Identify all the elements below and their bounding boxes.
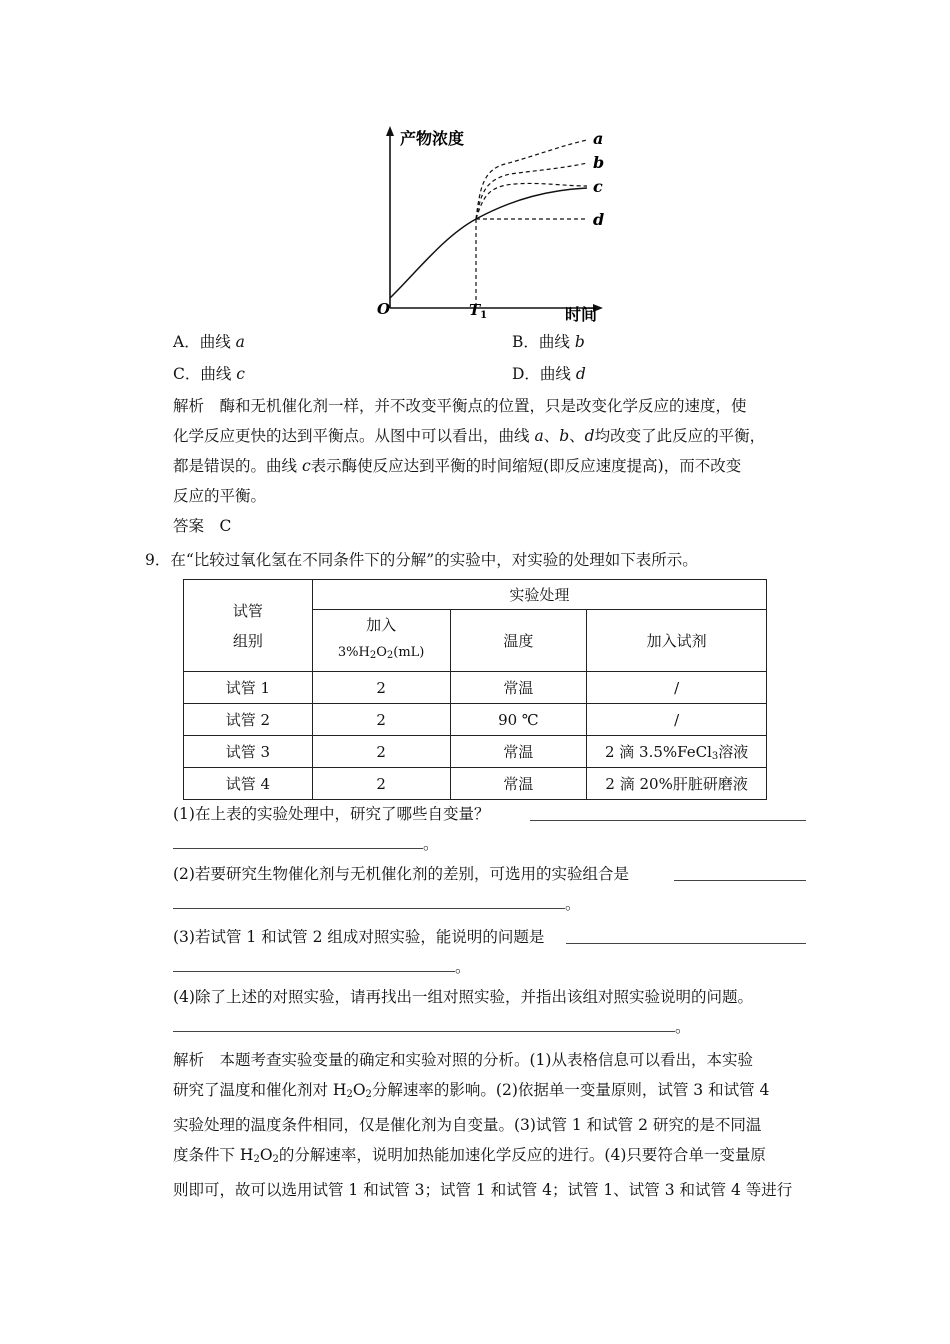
option-a: A．曲线 a <box>173 333 245 351</box>
curve-a-label: a <box>593 129 604 148</box>
answer-blank-4[interactable] <box>173 1015 675 1032</box>
subquestion-2: (2)若要研究生物催化剂与无机催化剂的差别，可选用的实验组合是 <box>173 865 629 883</box>
concentration-time-graph <box>365 118 620 330</box>
table-row: 试管 3 2 常温 2 滴 3.5%FeCl$_3$溶液 <box>184 736 767 768</box>
temperature-header: 温度 <box>450 610 587 672</box>
subquestion-3-line2: 。 <box>173 955 471 977</box>
subquestion-2-line2: 。 <box>173 892 581 914</box>
answer-blank-2b[interactable] <box>173 892 565 909</box>
option-c: C．曲线 c <box>173 365 245 383</box>
x-axis-label: 时间 <box>565 307 598 324</box>
option-b: B．曲线 b <box>512 333 585 351</box>
question-9-stem: 9．在“比较过氧化氢在不同条件下的分解”的实验中，对实验的处理如下表所示。 <box>145 551 698 569</box>
subquestion-1-line2: 。 <box>173 832 439 854</box>
treatment-header: 实验处理 <box>312 580 766 610</box>
table-row: 试管 4 2 常温 2 滴 20%肝脏研磨液 <box>184 768 767 800</box>
curve-b-label: b <box>593 153 605 172</box>
y-axis-arrow <box>386 126 394 136</box>
curve-a <box>476 140 587 219</box>
y-axis-label: 产物浓度 <box>400 131 465 148</box>
answer-8: 答案 C <box>173 517 232 535</box>
analysis-9: 解析 本题考查实验变量的确定和实验对照的分析。(1)从表格信息可以看出，本实验 研究了温度和催化剂对 $H_2O_2$分解速率的影响。(2)依据单一变量原则，试管 3 和试管 4 实验处理的温度条件相同，仅是催化剂为自变量。(3)试管 1 和试管 2 研究的是不同温 度条件下 $H_2O_2$的分解速率，说明加热能加速化学反应的进行。(4)只要符合单一变量原 则即可，故可以选用试管 1 和试管 3；试管 1 和试管 4；试管 1、试管 3 和试管 4 等进行 <box>173 1051 793 1199</box>
subquestion-4: (4)除了上述的对照实验，请再找出一组对照实验，并指出该组对照实验说明的问题。 <box>173 988 753 1006</box>
option-d: D．曲线 d <box>512 365 586 383</box>
answer-blank-1b[interactable] <box>173 832 423 849</box>
t1-label: $T_1$ <box>469 301 488 321</box>
curve-solid <box>390 188 587 298</box>
table-row: 试管 2 2 90 ℃ / <box>184 704 767 736</box>
group-header: 试管 组别 <box>184 580 313 672</box>
subquestion-3: (3)若试管 1 和试管 2 组成对照实验，能说明的问题是 <box>173 928 545 946</box>
answer-blank-3a[interactable] <box>566 927 806 944</box>
experiment-table <box>183 579 767 800</box>
answer-blank-1a[interactable] <box>530 804 806 821</box>
subquestion-4-line2: 。 <box>173 1015 691 1037</box>
answer-blank-3b[interactable] <box>173 955 455 972</box>
curve-c-label: c <box>593 177 603 196</box>
reagent-header: 加入试剂 <box>587 610 767 672</box>
table-row: 试管 1 2 常温 / <box>184 672 767 704</box>
subquestion-1: (1)在上表的实验处理中，研究了哪些自变量？ <box>173 805 490 823</box>
origin-label: O <box>377 300 391 318</box>
answer-blank-2a[interactable] <box>674 864 806 881</box>
volume-header: 加入 $3\%H_2O_2(mL)$ <box>312 610 450 672</box>
curve-d-label: d <box>593 210 605 229</box>
analysis-8: 解析 酶和无机催化剂一样，并不改变平衡点的位置，只是改变化学反应的速度，使 化学反应更快的达到平衡点。从图中可以看出，曲线 a、b、d均改变了此反应的平衡， 都是错误的。曲线 c表示酶使反应达到平衡的时间缩短(即反应速度提高)，而不改变 反应的平衡。 答案 C <box>173 391 813 541</box>
